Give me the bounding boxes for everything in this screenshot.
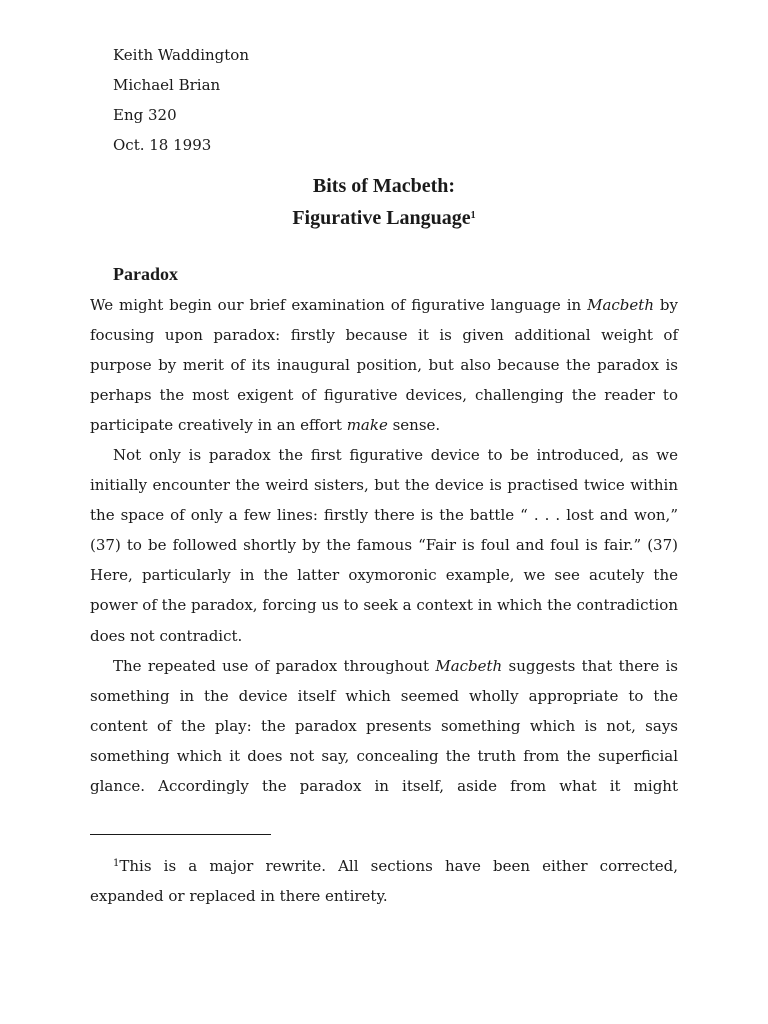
- course-code: Eng 320: [113, 106, 177, 124]
- paragraph-1-text-b: by focusing upon paradox: firstly because it is given additional weight of purpose by merit of its inaugural position, but also because the paradox is perhaps the most exigent of figurative devices, challenging the reader to participate creatively in an effort: [90, 296, 678, 435]
- footnote-text: This is a major rewrite. All sections have been either corrected, expanded or replaced in there entirety.: [90, 857, 678, 905]
- paragraph-3-text-a: The repeated use of paradox throughout: [113, 656, 436, 675]
- document-title: [90, 171, 678, 233]
- paragraph-2: Not only is paradox the first figurative device to be introduced, as we initially encounter the weird sisters, but the device is practised twice within the space of only a few lines: firstly there is the battle “ . . . lost and won,” (37) to be followed shortly by the famous “Fair is foul and foul is fair.” (37) Here, particularly in the latter oxymoronic example, we see acutely the power of the paradox, forcing us to seek a context in which the contradiction does not contradict.: [90, 446, 678, 645]
- instructor-name: Michael Brian: [113, 76, 221, 94]
- paragraph-1: [90, 290, 678, 440]
- paragraph-3-text-b: suggests that there is something in the device itself which seemed wholly appropriate to the content of the play: the paradox presents something which is not, says something which it does not say, concealing the truth from the superficial glance. Accordingly the paradox in itself, aside from what it might: [90, 656, 678, 795]
- title-line-1: Bits of Macbeth:: [312, 175, 456, 197]
- document-date: Oct. 18 1993: [113, 136, 212, 154]
- section-heading: Paradox: [113, 264, 178, 284]
- paragraph-1-title-italic: Macbeth: [587, 296, 654, 314]
- title-text: Figurative Language: [292, 207, 471, 229]
- paragraph-1-emphasis: make: [346, 416, 388, 435]
- footnote: [90, 849, 678, 911]
- author-name: Keith Waddington: [113, 46, 249, 64]
- footnote-number: 1: [113, 858, 120, 869]
- footnote-divider: [90, 834, 271, 835]
- paragraph-1-text-a: We might begin our brief examination of figurative language in: [90, 296, 588, 314]
- paragraph-3: [90, 651, 678, 801]
- paragraph-3-title-italic: Macbeth: [435, 656, 503, 675]
- body-text: [90, 290, 678, 801]
- title-line-2: [90, 201, 678, 233]
- paragraph-1-text-c: sense.: [387, 416, 441, 435]
- document-header: [113, 40, 249, 160]
- footnote-marker: 1: [470, 210, 476, 221]
